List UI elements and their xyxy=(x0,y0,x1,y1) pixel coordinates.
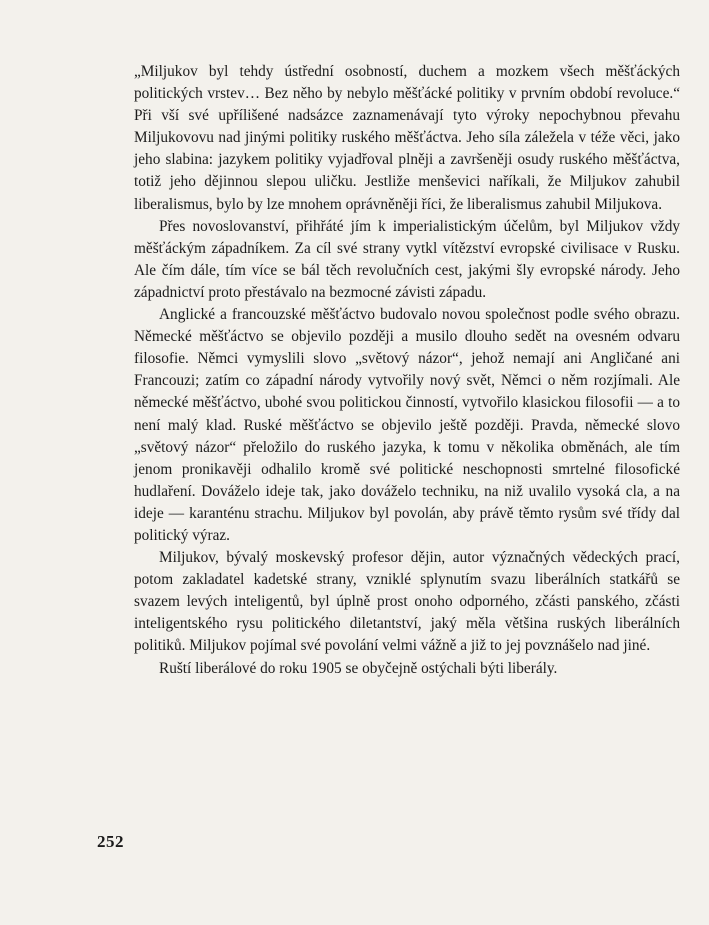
paragraph: Přes novoslovanství, přihřáté jím k imperialistickým účelům, byl Miljukov vždy měšťáckým západníkem. Za cíl své strany vytkl vítězství evropské civilisace v Rusku. Ale čím dále, tím více se bál těch revolučních cest, jakými šly evropské národy. Jeho západnictví proto přestávalo na bezmocné závisti západu. xyxy=(134,217,680,301)
page-number: 252 xyxy=(97,832,124,851)
paragraph: „Miljukov byl tehdy ústřední osobností, duchem a mozkem všech měšťáckých politických vrstev… Bez něho by nebylo měšťácké politiky v prvním období revoluce.“ Při vší své upřílišené nadsázce zaznamenávají tyto výroky nepochybnou převahu Miljukovovu nad jinými politiky ruského měšťáctva. Jeho síla záležela v téže věci, jako jeho slabina: jazykem politiky vyjadřoval plněji a završeněji osudy ruského měšťáctva, totiž jeho dějinnou slepou uličku. Jestliže menševici naříkali, že Miljukov zahubil liberalismus, bylo by lze mnohem oprávněněji říci, že liberalismus zahubil Miljukova. xyxy=(134,63,680,213)
body-text xyxy=(134,61,680,680)
paragraph: Miljukov, bývalý moskevský profesor dějin, autor význačných vědeckých prací, potom zakladatel kadetské strany, vzniklé splynutím svazu liberálních statkářů se svazem levých inteligentů, byl úplně prost onoho odporného, zčásti panského, zčásti inteligentského rysu politického diletantství, jaký měla většina ruských liberálních politiků. Miljukov pojímal své povolání velmi vážně a již to jej povznášelo nad jiné. xyxy=(134,549,680,655)
paragraph: Ruští liberálové do roku 1905 se obyčejně ostýchali býti liberály. xyxy=(159,659,558,677)
paragraph: Anglické a francouzské měšťáctvo budovalo novou společnost podle svého obrazu. Německé měšťáctvo se objevilo později a musilo dlouho sedět na ovesném odvaru filosofie. Němci vymyslili slovo „světový názor“, jehož nemají ani Angličané ani Francouzi; zatím co západní národy vytvořily nový svět, Němci o něm rozjímali. Ale německé měšťáctvo, ubohé svou politickou činností, vytvořilo klasickou filosofii — a to není malý klad. Ruské měšťáctvo se objevilo ještě později. Pravda, německé slovo „světový názor“ přeložilo do ruského jazyka, k tomu v několika obměnách, ale tím jenom pronikavěji odhalilo kromě své politické neschopnosti smrtelné filosofické hudlaření. Dováželo ideje tak, jako dováželo techniku, na niž uvalilo vysoká cla, a na ideje — karanténu strachu. Miljukov byl povolán, aby právě těmto rysům své třídy dal politický výraz. xyxy=(134,306,680,544)
